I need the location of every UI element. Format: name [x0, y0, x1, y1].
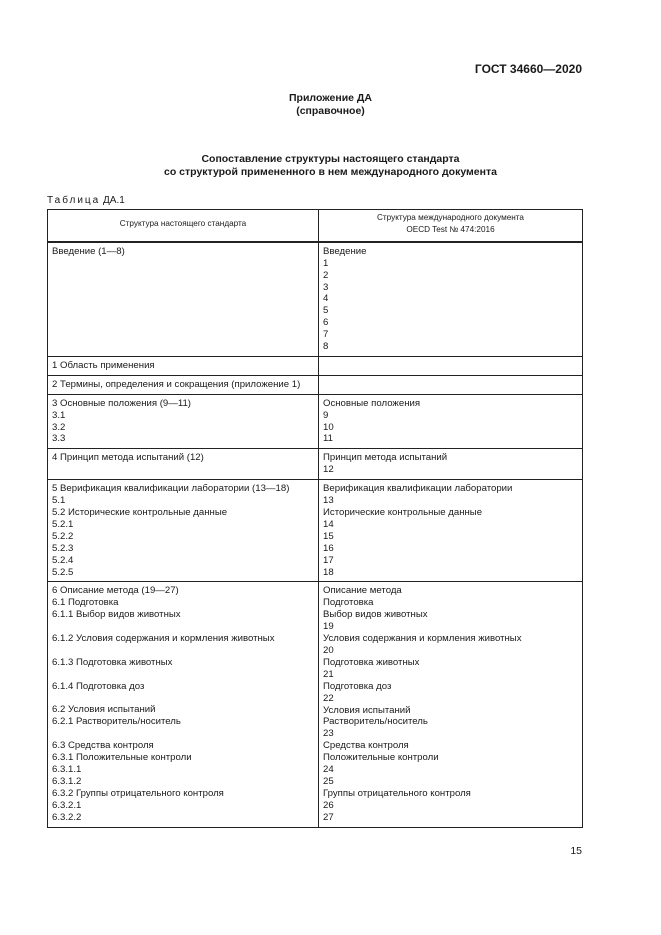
table-row — [48, 394, 583, 449]
cell-line: 9 — [323, 409, 329, 421]
cell-line: 20 — [323, 644, 334, 656]
table-row — [48, 375, 583, 394]
cell-line: 14 — [323, 518, 334, 530]
cell-line — [323, 360, 578, 372]
cell-line: 6.3.1.1 — [52, 763, 82, 775]
appendix-subtitle: (справочное) — [296, 105, 365, 117]
cell-international-structure — [319, 449, 583, 480]
title-line-2: со структурой примененного в нем международного документа — [164, 166, 497, 178]
cell-line — [52, 621, 314, 633]
cell-line: 10 — [323, 421, 334, 433]
cell-line: 7 — [323, 329, 329, 341]
cell-line: 5.2.2 — [52, 530, 74, 542]
cell-line — [52, 693, 314, 705]
table-row — [48, 242, 583, 357]
cell-line: 5.2 Исторические контрольные данные — [52, 507, 228, 518]
cell-line: 25 — [323, 775, 334, 787]
cell-line: 5.2.4 — [52, 554, 74, 566]
cell-line: 4 — [323, 293, 329, 305]
cell-line: 6.1.4 Подготовка доз — [52, 680, 145, 692]
cell-line: 19 — [323, 621, 334, 633]
cell-standard-structure — [48, 394, 319, 449]
cell-line: Условия содержания и кормления животных — [323, 633, 522, 645]
cell-line: 2 — [323, 269, 329, 281]
cell-line: 6.1.3 Подготовка животных — [52, 656, 173, 668]
cell-standard-structure — [48, 356, 319, 375]
table-row — [48, 356, 583, 375]
cell-standard-structure — [48, 480, 319, 582]
cell-line: 6.2 Условия испытаний — [52, 704, 156, 716]
cell-line — [52, 669, 314, 681]
structure-comparison-table — [47, 209, 583, 828]
header-right — [319, 210, 583, 242]
cell-line: 5.2.5 — [52, 566, 74, 578]
cell-line: Описание метода — [323, 585, 402, 597]
page-number: 15 — [570, 845, 582, 857]
cell-line: Растворитель/носитель — [323, 716, 428, 728]
cell-line: 4 Принцип метода испытаний (12) — [52, 452, 204, 464]
cell-line: Условия испытаний — [323, 704, 411, 716]
table-row — [48, 449, 583, 480]
appendix-title: Приложение ДА — [289, 92, 372, 104]
cell-line: 18 — [323, 566, 334, 578]
table-caption — [47, 195, 125, 206]
cell-line: 3.1 — [52, 409, 66, 421]
table-caption-word: Таблица — [47, 195, 101, 206]
cell-line: 13 — [323, 495, 334, 507]
cell-line: 6.3.1.2 — [52, 775, 82, 787]
header-left — [48, 210, 319, 242]
cell-line: 6.3.2.1 — [52, 799, 82, 811]
table-header-row — [48, 210, 583, 242]
cell-line: Принцип метода испытаний — [323, 452, 448, 464]
table-body — [48, 242, 583, 827]
cell-line: 6.1.2 Условия содержания и кормления животных — [52, 633, 275, 645]
cell-line — [52, 645, 314, 657]
cell-international-structure — [319, 242, 583, 357]
cell-standard-structure — [48, 242, 319, 357]
cell-line: 3 — [323, 281, 329, 293]
cell-line: 3.2 — [52, 421, 66, 433]
cell-line: 6.1 Подготовка — [52, 597, 119, 609]
cell-line — [52, 728, 314, 740]
cell-line: 15 — [323, 530, 334, 542]
title-line-1: Сопоставление структуры настоящего стандарта — [201, 153, 460, 165]
cell-line: 11 — [323, 433, 333, 445]
cell-line: 2 Термины, определения и сокращения (приложение 1) — [52, 378, 301, 390]
cell-line: 3.3 — [52, 433, 66, 445]
cell-line: 16 — [323, 542, 334, 554]
cell-line: 5.2.3 — [52, 542, 74, 554]
cell-line: Средства контроля — [323, 740, 409, 752]
cell-line: 6.2.1 Растворитель/носитель — [52, 716, 181, 728]
cell-international-structure — [319, 394, 583, 449]
cell-line: 27 — [323, 811, 334, 823]
cell-line: 6.3 Средства контроля — [52, 740, 154, 752]
cell-line: 1 Область применения — [52, 359, 155, 371]
cell-line: 12 — [323, 464, 334, 476]
cell-line: Подготовка доз — [323, 680, 392, 692]
cell-line: Исторические контрольные данные — [323, 507, 483, 518]
cell-line: Введение — [323, 245, 367, 257]
cell-line: Подготовка — [323, 597, 374, 609]
appendix-heading — [0, 92, 661, 118]
cell-line: 8 — [323, 341, 329, 353]
table-caption-number: ДА.1 — [103, 195, 125, 206]
cell-international-structure — [319, 480, 583, 582]
cell-line: 17 — [323, 554, 334, 566]
cell-standard-structure — [48, 375, 319, 394]
cell-line: Верификация квалификации лаборатории — [323, 483, 513, 495]
cell-line: 5 — [323, 305, 329, 317]
cell-line: 6.1.1 Выбор видов животных — [52, 609, 181, 621]
cell-line: Основные положения — [323, 397, 421, 409]
cell-line: 6 Описание метода (19—27) — [52, 585, 179, 597]
cell-line: 23 — [323, 728, 334, 740]
cell-standard-structure — [48, 449, 319, 480]
cell-line: Положительные контроли — [323, 752, 439, 764]
cell-line: 6.3.2.2 — [52, 811, 82, 823]
cell-line: 22 — [323, 692, 334, 704]
cell-line: 5.1 — [52, 495, 66, 507]
cell-line: 26 — [323, 799, 334, 811]
cell-line: Структура настоящего стандарта — [119, 218, 247, 228]
cell-line: 5.2.1 — [52, 518, 74, 530]
cell-standard-structure — [48, 582, 319, 827]
cell-line: 1 — [323, 257, 329, 269]
cell-line: 6 — [323, 317, 329, 329]
table-row — [48, 582, 583, 827]
cell-line: Выбор видов животных — [323, 609, 428, 621]
document-title — [0, 153, 661, 179]
cell-line: 3 Основные положения (9—11) — [52, 397, 191, 409]
table-row — [48, 480, 583, 582]
cell-line: 5 Верификация квалификации лаборатории (13—18) — [52, 483, 290, 495]
cell-line — [323, 379, 578, 391]
cell-line: Подготовка животных — [323, 656, 420, 668]
cell-international-structure — [319, 375, 583, 394]
cell-line: 24 — [323, 764, 334, 776]
cell-line: Группы отрицательного контроля — [323, 787, 471, 799]
cell-line: 6.3.2 Группы отрицательного контроля — [52, 787, 224, 799]
document-code: ГОСТ 34660—2020 — [474, 62, 582, 76]
cell-line: Структура международного документа — [377, 213, 524, 222]
cell-line: 6.3.1 Положительные контроли — [52, 752, 192, 764]
cell-line: OECD Test № 474:2016 — [406, 224, 495, 234]
cell-line: Введение (1—8) — [52, 245, 125, 257]
cell-international-structure — [319, 582, 583, 827]
cell-line: 21 — [323, 668, 334, 680]
cell-international-structure — [319, 356, 583, 375]
